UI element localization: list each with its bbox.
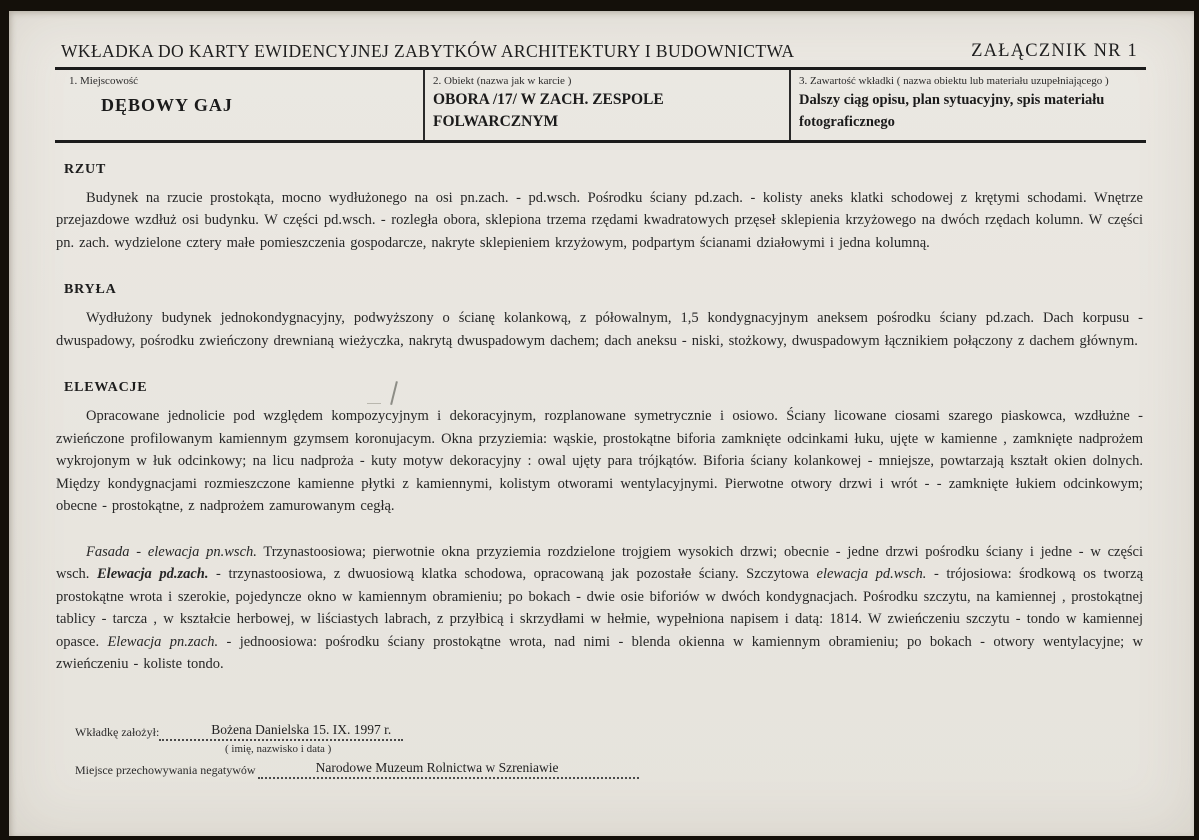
form-field-locality-value: DĘBOWY GAJ (101, 95, 233, 115)
founder-label: Wkładkę założył: (75, 724, 160, 739)
section-bryla (56, 282, 1143, 352)
negatives-value: Narodowe Muzeum Rolnictwa w Szreniawie (315, 759, 559, 775)
form-field-contents-value: Dalszy ciąg opisu, plan sytuacyjny, spis materiału fotograficznego (799, 92, 1105, 130)
section-elewacje-paragraph-2: Fasada - elewacja pn.wsch. Trzynastoosiowa; pierwotnie okna przyziemia rozdzielone trojgiem wysokich drzwi; obecnie - jedne drzwi pośrodku ściany i jedne - w części wsch. Elewacja pd.zach. - trzynastoosiowa, z dwuosiową klatka schodowa, opracowaną jak pozostałe ściany. Szczytowa elewacja pd.wsch. - trójosiowa: środkową os tworzą prostokątne wrota i szerokie, pojedyncze okno w kamiennym obramieniu; po bokach - dwie osie biforiów w dwóch kondygnacjach. Pośrodku szczytu, na kamiennej , prostokątnej tablicy - tarcza , w kształcie herbowej, w liściastych labrach, z przyłbicą i skrzydłami w hełmie, wypełniona napisem i datą: 1814. W zwieńczeniu szczytu - tondo w kamiennej opasce. Elewacja pn.zach. - jednoosiowa: pośrodku ściany prostokątne wrota, nad nimi - blenda okienna w kamiennym obramieniu; po bokach - otwory wentylacyjne; w zwieńczeniu - koliste tondo. (56, 543, 1144, 673)
form-field-contents-label: 3. Zawartość wkładki ( nazwa obiektu lub materiału uzupełniającego ) (799, 75, 1109, 87)
section-bryla-paragraph: Wydłużony budynek jednokondygnacyjny, podwyższony o ścianę kolankową, z półowalnym, 1,5 kondygnacyjnym aneksem pośrodku ściany pd.zach. Dach korpusu - dwuspadowy, pośrodku zwieńczony drewnianą wieżyczka, nakrytą dwuspadowym dachem; dach aneksu - niski, stożkowy, dwuspadowym łącznikiem połączony z dachem głównym. (56, 310, 1143, 349)
founder-dotted-line (159, 723, 403, 741)
paper-sheet (9, 11, 1194, 836)
section-rzut-paragraph: Budynek na rzucie prostokąta, mocno wydłużonego na osi pn.zach. - pd.wsch. Pośrodku ściany pd.zach. - kolisty aneks klatki schodowej z krętymi schodami. Wnętrze przejazdowe wzdłuż osi budynku. W części pd.wsch. - rozległa obora, sklepiona trzema rzędami kwadratowych przęseł sklepienia krzyżowego na dwóch rzędach kolumn. W części pn. zach. wydzielone cztery małe pomieszczenia gospodarcze, nakryte sklepieniem krzyżowym, podpartym ścianami działowymi i jedna kolumną. (56, 189, 1143, 251)
form-fields-row (55, 70, 1146, 143)
form-field-locality-label: 1. Miejscowość (69, 75, 139, 87)
founder-hint: ( imię, nazwisko i data ) (225, 742, 332, 755)
form-field-locality (55, 70, 425, 140)
attachment-number-label: ZAŁĄCZNIK NR 1 (971, 41, 1138, 61)
form-field-object-value: OBORA /17/ W ZACH. ZESPOLE FOLWARCZNYM (433, 91, 664, 131)
section-elewacje-paragraph-1: Opracowane jednolicie pod względem kompozycyjnym i dekoracyjnym, rozplanowane symetrycznie i osiowo. Ściany licowane ciosami szarego piaskowca, wzdłużne - zwieńczone profilowanym kamiennym gzymsem koronujacym. Okna przyziemia: wąskie, prostokątne biforia zamknięte odcinkami łuku, ujęte w kamienne , zamknięte nadprożem wykrojonym w łuk odcinkowy; na licu nadproża - kuty motyw dekoracyjny : owal ujęty para trójkątów. Biforia ściany kolankowej - mniejsze, powtarzają kształt okien dolnych. Między kondygnacjami rozmieszczone kamienne płytki z kamiennymi, kolistym otworami wentylacyjnymi. Pierwotne otwory drzwi i wrót - - zamknięte łukiem odcinkowym; obecne - prostokątne, z nadprożem zamurowanym cegłą. (56, 408, 1143, 515)
document-footer (75, 723, 1194, 779)
negatives-dotted-line (258, 761, 639, 779)
form-field-object (425, 70, 791, 140)
section-rzut-heading: RZUT (64, 161, 107, 177)
founder-row (75, 723, 1194, 741)
document-body (9, 162, 1194, 676)
section-elewacje-heading: ELEWACJE (64, 380, 148, 396)
scan-stray-dash-mark (367, 403, 381, 404)
document-title: WKŁADKA DO KARTY EWIDENCYJNEJ ZABYTKÓW ARCHITEKTURY I BUDOWNICTWA (61, 41, 795, 61)
section-rzut (56, 162, 1143, 255)
section-elewacje (56, 380, 1143, 676)
form-field-contents (791, 70, 1146, 140)
negatives-row (75, 761, 1194, 779)
section-bryla-heading: BRYŁA (64, 282, 117, 298)
document-header (55, 41, 1146, 70)
form-field-object-label: 2. Obiekt (nazwa jak w karcie ) (433, 75, 572, 87)
negatives-label: Miejsce przechowywania negatywów (75, 762, 256, 777)
founder-value: Bożena Danielska 15. IX. 1997 r. (211, 721, 392, 737)
